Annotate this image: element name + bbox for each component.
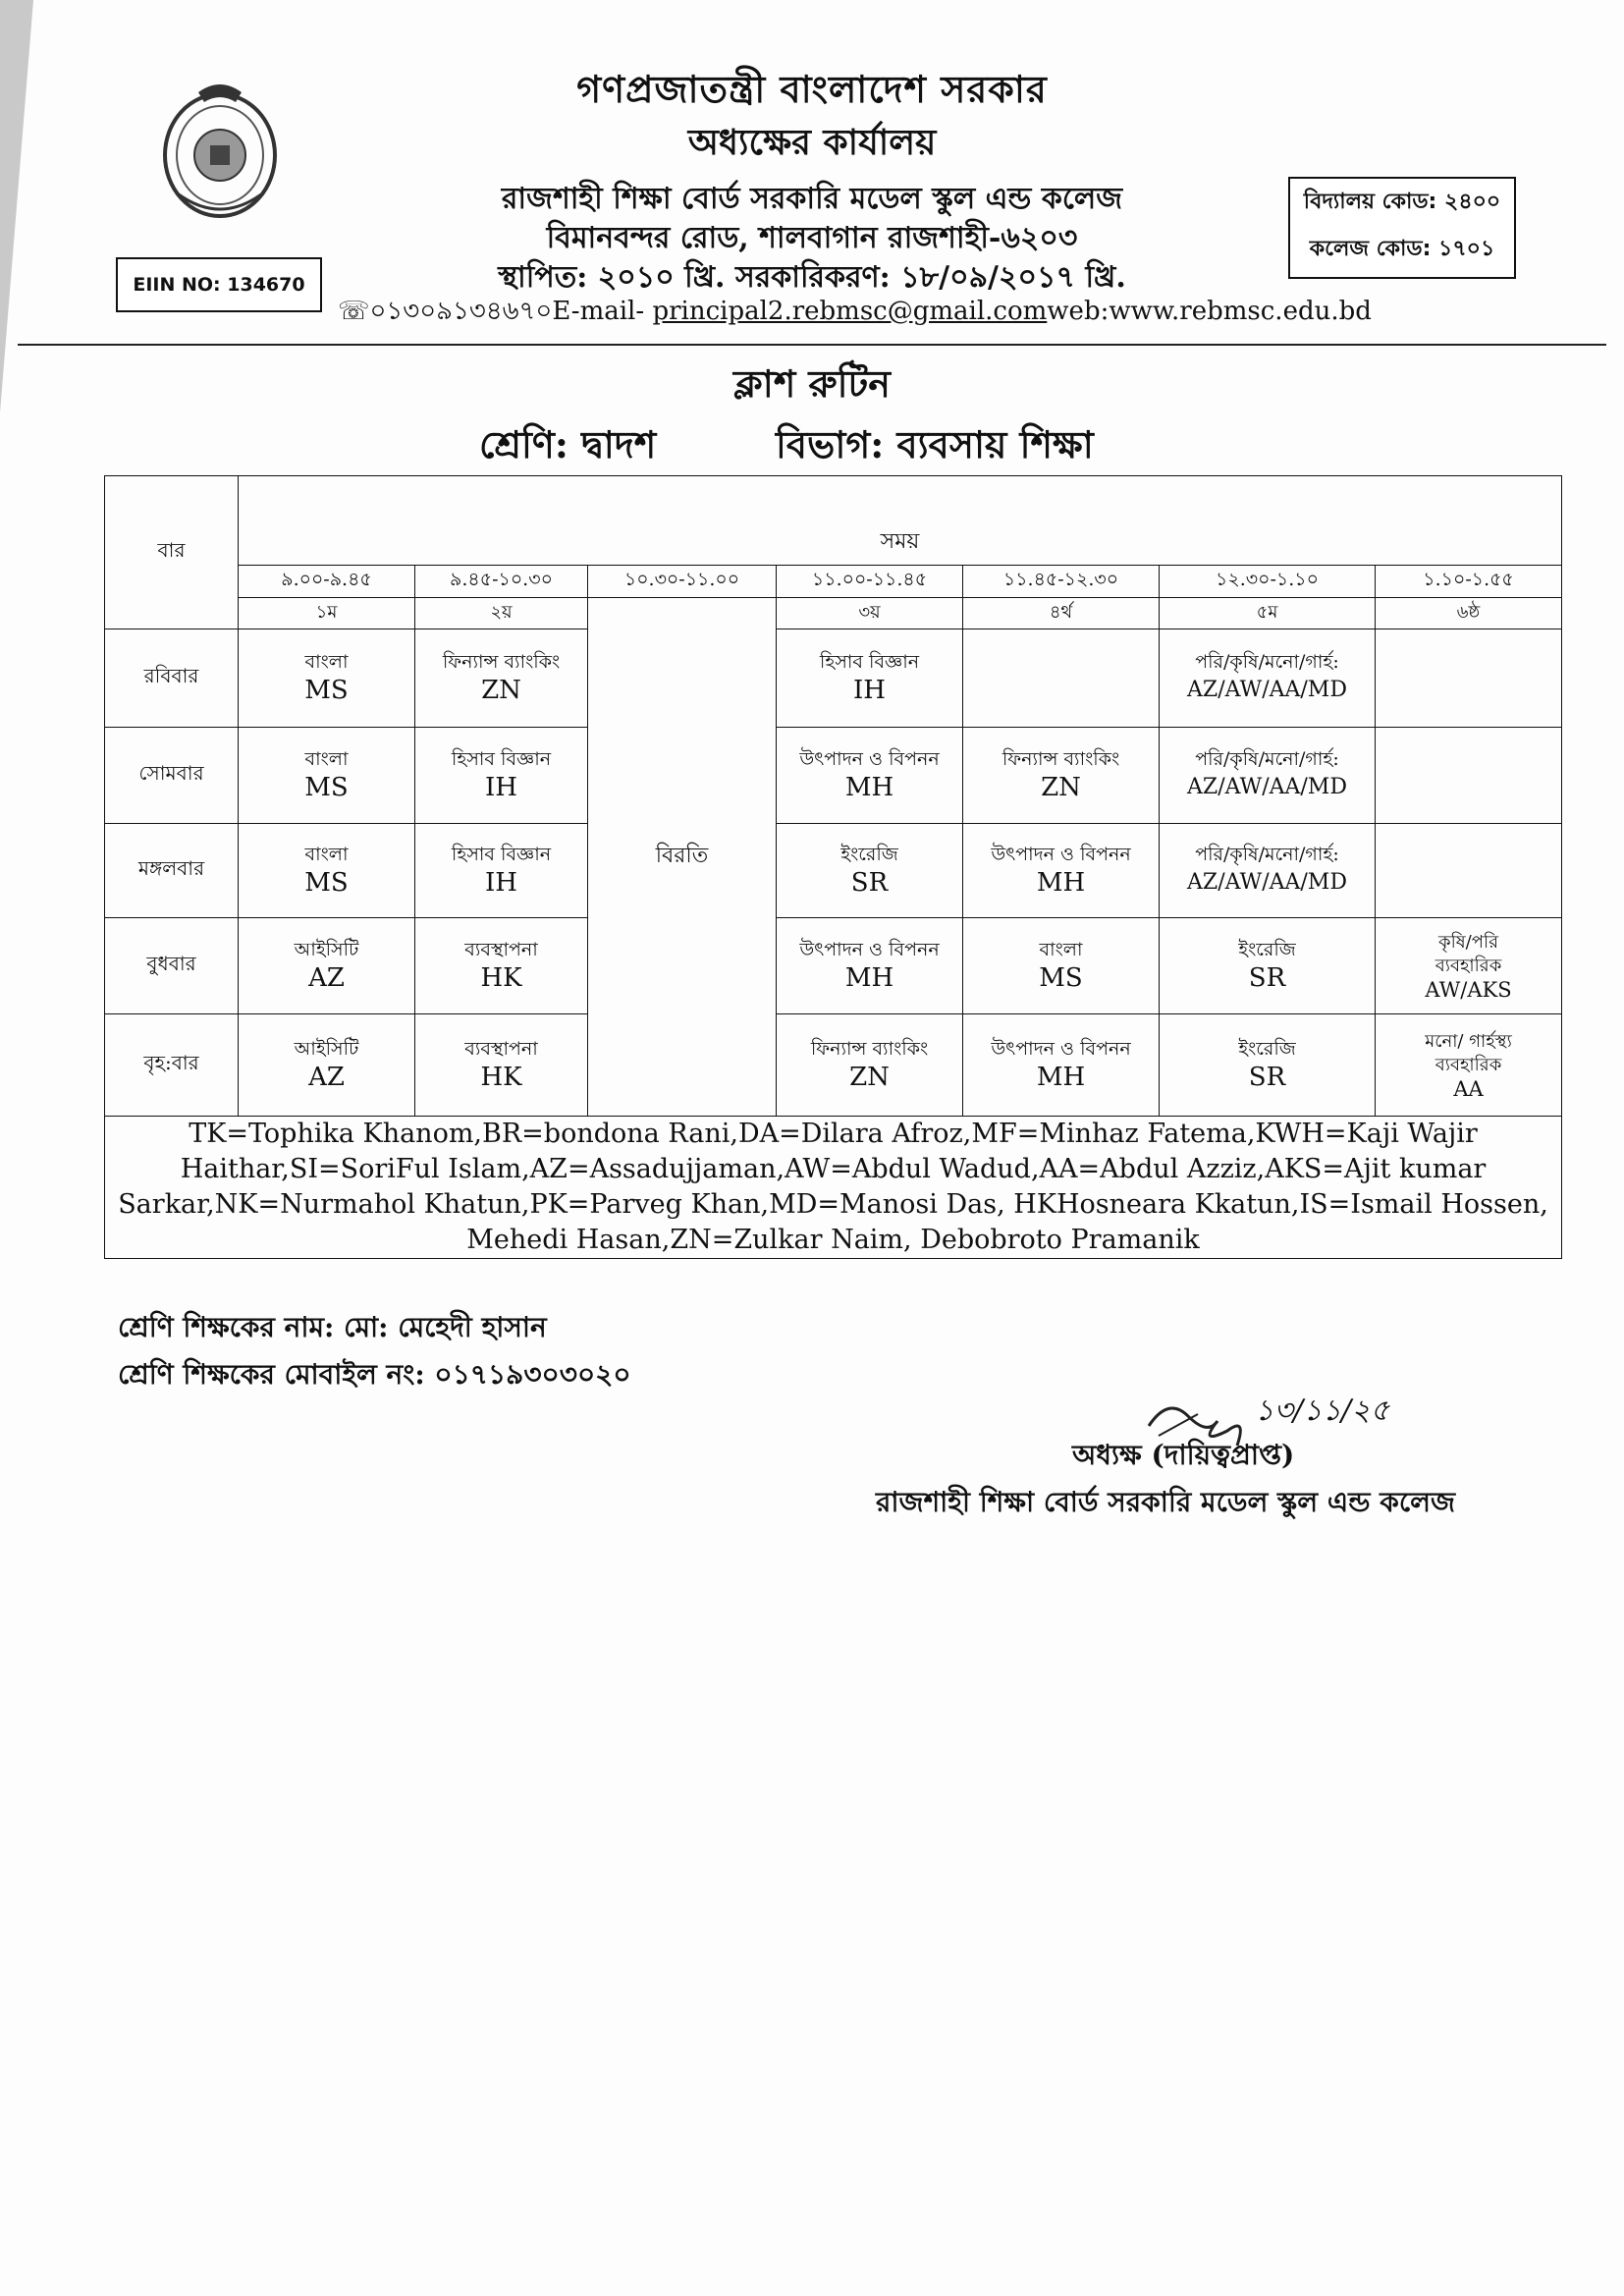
- teacher-code: ZN: [1041, 772, 1081, 802]
- subject: হিসাব বিজ্ঞান: [451, 747, 552, 770]
- teacher-code: AZ: [308, 1062, 345, 1092]
- subject: ব্যবস্থাপনা: [464, 938, 538, 960]
- teacher-code: ZN: [849, 1062, 890, 1092]
- subject: পরি/কৃষি/মনো/গার্হ:: [1195, 650, 1339, 673]
- table-row: [105, 824, 1562, 918]
- teacher-code: HK: [480, 962, 522, 993]
- subject: ফিন্যান্স ব্যাংকিং: [1001, 747, 1120, 770]
- subject: পরি/কৃষি/মনো/গার্হ:: [1195, 843, 1339, 865]
- break-cell: বিরতি: [588, 598, 777, 1117]
- school-code: বিদ্যালয় কোড: ২৪০০: [1303, 190, 1501, 214]
- class-cell: [1160, 918, 1376, 1014]
- subject: ব্যবস্থাপনা: [464, 1037, 538, 1060]
- teacher-code: MS: [304, 772, 349, 802]
- class-cell: [963, 728, 1160, 824]
- codes-box: [1288, 177, 1516, 279]
- time-header: সময়: [239, 476, 1562, 566]
- class-cell: [1160, 1014, 1376, 1117]
- teacher-code: MH: [1036, 1062, 1086, 1092]
- class-cell: [1160, 629, 1376, 728]
- subject: বাংলা: [304, 843, 349, 865]
- day-name: রবিবার: [105, 629, 239, 728]
- teacher-code: HK: [480, 1062, 522, 1092]
- contact-line: [338, 291, 1372, 334]
- teacher-code: MS: [304, 867, 349, 898]
- establishment-info: স্থাপিত: ২০১০ খ্রি. সরকারিকরণ: ১৮/০৯/২০১৭ খ্রি.: [498, 260, 1126, 295]
- routine-table: [104, 475, 1562, 1259]
- class-cell: [1376, 1014, 1562, 1117]
- class-cell: [239, 824, 415, 918]
- subject: উৎপাদন ও বিপনন: [991, 843, 1131, 865]
- teacher-code: MS: [1039, 962, 1083, 993]
- subject-practical: ব্যবহারিক: [1435, 955, 1502, 976]
- teacher-code: AZ/AW/AA/MD: [1187, 677, 1347, 702]
- college-code: কলেজ কোড: ১৭০১: [1309, 237, 1495, 261]
- header-divider: [18, 344, 1606, 346]
- subject: উৎপাদন ও বিপনন: [799, 938, 940, 960]
- subject: হিসাব বিজ্ঞান: [451, 843, 552, 865]
- subject: বাংলা: [304, 650, 349, 673]
- class-cell: [239, 1014, 415, 1117]
- class-cell: [415, 728, 588, 824]
- table-row: [105, 1014, 1562, 1117]
- group-label: বিভাগ: ব্যবসায় শিক্ষা: [776, 422, 1094, 466]
- teacher-code: AW/AKS: [1425, 977, 1512, 1002]
- class-cell: [1160, 728, 1376, 824]
- class-cell: [963, 1014, 1160, 1117]
- email-link[interactable]: principal2.rebmsc@gmail.com: [652, 297, 1048, 326]
- class-cell: [1160, 824, 1376, 918]
- class-cell: [415, 824, 588, 918]
- office-heading: অধ্যক্ষের কার্যালয়: [687, 122, 937, 163]
- class-teacher-name: শ্রেণি শিক্ষকের নাম: মো: মেহেদী হাসান: [118, 1311, 547, 1343]
- subject: বাংলা: [1039, 938, 1083, 960]
- time-slot: ১.১০-১.৫৫: [1376, 566, 1562, 598]
- class-cell: [239, 918, 415, 1014]
- subject: ইংরেজি: [1238, 1037, 1296, 1060]
- teacher-code: AZ/AW/AA/MD: [1187, 774, 1347, 799]
- subject-practical: ব্যবহারিক: [1435, 1054, 1502, 1075]
- subject: হিসাব বিজ্ঞান: [819, 650, 920, 673]
- teacher-code: MH: [844, 962, 894, 993]
- day-name: মঙ্গলবার: [105, 824, 239, 918]
- class-cell: [777, 918, 963, 1014]
- subject: পরি/কৃষি/মনো/গার্হ:: [1195, 747, 1339, 770]
- day-header: বার: [105, 476, 239, 629]
- time-slot: ৯.৪৫-১০.৩০: [415, 566, 588, 598]
- subject: আইসিটি: [294, 938, 359, 960]
- class-label: শ্রেণি: দ্বাদশ: [479, 422, 657, 466]
- class-cell: [415, 629, 588, 728]
- teacher-code: IH: [485, 772, 517, 802]
- government-heading: গণপ্রজাতন্ত্রী বাংলাদেশ সরকার: [576, 67, 1048, 111]
- signatory-role: অধ্যক্ষ (দায়িত্বপ্রাপ্ত): [1072, 1439, 1295, 1471]
- table-row: [105, 629, 1562, 728]
- subject: উৎপাদন ও বিপনন: [799, 747, 940, 770]
- class-cell: [777, 728, 963, 824]
- teacher-code: SR: [850, 867, 889, 898]
- period-label: ৪র্থ: [963, 598, 1160, 629]
- day-name: বৃহ:বার: [105, 1014, 239, 1117]
- subject: মনো/ গার্হস্থ্য: [1425, 1030, 1512, 1052]
- teacher-code: MS: [304, 675, 349, 705]
- time-slot: ১১.৪৫-১২.৩০: [963, 566, 1160, 598]
- time-slot: ১০.৩০-১১.০০: [588, 566, 777, 598]
- class-teacher-mobile: শ্রেণি শিক্ষকের মোবাইল নং: ০১৭১৯৩০৩০২০: [118, 1358, 631, 1391]
- class-cell: [777, 824, 963, 918]
- class-cell: [415, 918, 588, 1014]
- table-row: [105, 918, 1562, 1014]
- eiin-box: EIIN NO: 134670: [116, 257, 322, 312]
- subject: ফিন্যান্স ব্যাংকিং: [442, 650, 561, 673]
- subject: উৎপাদন ও বিপনন: [991, 1037, 1131, 1060]
- period-label: ১ম: [239, 598, 415, 629]
- teacher-code: IH: [485, 867, 517, 898]
- day-name: সোমবার: [105, 728, 239, 824]
- class-cell: [1376, 629, 1562, 728]
- teacher-code: IH: [853, 675, 886, 705]
- routine-title: ক্লাশ রুটিন: [733, 361, 891, 406]
- class-cell: [963, 824, 1160, 918]
- class-cell: [777, 629, 963, 728]
- subject: কৃষি/পরি: [1438, 931, 1499, 953]
- signature-date: ১৩/১১/২৫: [1255, 1394, 1390, 1428]
- time-slot: ৯.০০-৯.৪৫: [239, 566, 415, 598]
- class-cell: [1376, 918, 1562, 1014]
- day-name: বুধবার: [105, 918, 239, 1014]
- teacher-code: AA: [1453, 1076, 1484, 1101]
- email-label: E-mail-: [552, 297, 645, 326]
- teacher-code: AZ/AW/AA/MD: [1187, 869, 1347, 895]
- teacher-code: SR: [1248, 1062, 1286, 1092]
- class-cell: [963, 629, 1160, 728]
- teacher-legend: TK=Tophika Khanom,BR=bondona Rani,DA=Dilara Afroz,MF=Minhaz Fatema,KWH=Kaji Wajir Haithar,SI=SoriFul Islam,AZ=Assadujjaman,AW=Abdul Wadud,AA=Abdul Azziz,AKS=Ajit kumar Sarkar,NK=Nurmahol Khatun,PK=Parveg Khan,MD=Manosi Das, HKHosneara Kkatun,IS=Ismail Hossen, Mehedi Hasan,ZN=Zulkar Naim, Debobroto Pramanik: [105, 1117, 1562, 1259]
- teacher-code: MH: [844, 772, 894, 802]
- period-label: ৬ষ্ঠ: [1376, 598, 1562, 629]
- phone-number: ☏০১৩০৯১৩৪৬৭০: [338, 297, 553, 326]
- teacher-code: MH: [1036, 867, 1086, 898]
- class-cell: [1376, 728, 1562, 824]
- class-cell: [777, 1014, 963, 1117]
- time-slot: ১১.০০-১১.৪৫: [777, 566, 963, 598]
- class-cell: [239, 629, 415, 728]
- institution-name: রাজশাহী শিক্ষা বোর্ড সরকারি মডেল স্কুল এন্ড কলেজ: [501, 182, 1123, 216]
- website-link[interactable]: web:www.rebmsc.edu.bd: [1047, 297, 1372, 326]
- class-cell: [1376, 824, 1562, 918]
- subject: বাংলা: [304, 747, 349, 770]
- class-cell: [239, 728, 415, 824]
- period-label: ৫ম: [1160, 598, 1376, 629]
- class-cell: [963, 918, 1160, 1014]
- teacher-code: ZN: [481, 675, 521, 705]
- period-label: ৩য়: [777, 598, 963, 629]
- time-slot: ১২.৩০-১.১০: [1160, 566, 1376, 598]
- class-cell: [415, 1014, 588, 1117]
- teacher-code: AZ: [308, 962, 345, 993]
- table-row: [105, 728, 1562, 824]
- subject: ইংরেজি: [840, 843, 898, 865]
- signatory-institution: রাজশাহী শিক্ষা বোর্ড সরকারি মডেল স্কুল এন্ড কলেজ: [876, 1486, 1456, 1518]
- subject: আইসিটি: [294, 1037, 359, 1060]
- period-label: ২য়: [415, 598, 588, 629]
- subject: ইংরেজি: [1238, 938, 1296, 960]
- institution-address: বিমানবন্দর রোড, শালবাগান রাজশাহী-৬২০৩: [546, 221, 1078, 255]
- teacher-code: SR: [1248, 962, 1286, 993]
- subject: ফিন্যান্স ব্যাংকিং: [810, 1037, 929, 1060]
